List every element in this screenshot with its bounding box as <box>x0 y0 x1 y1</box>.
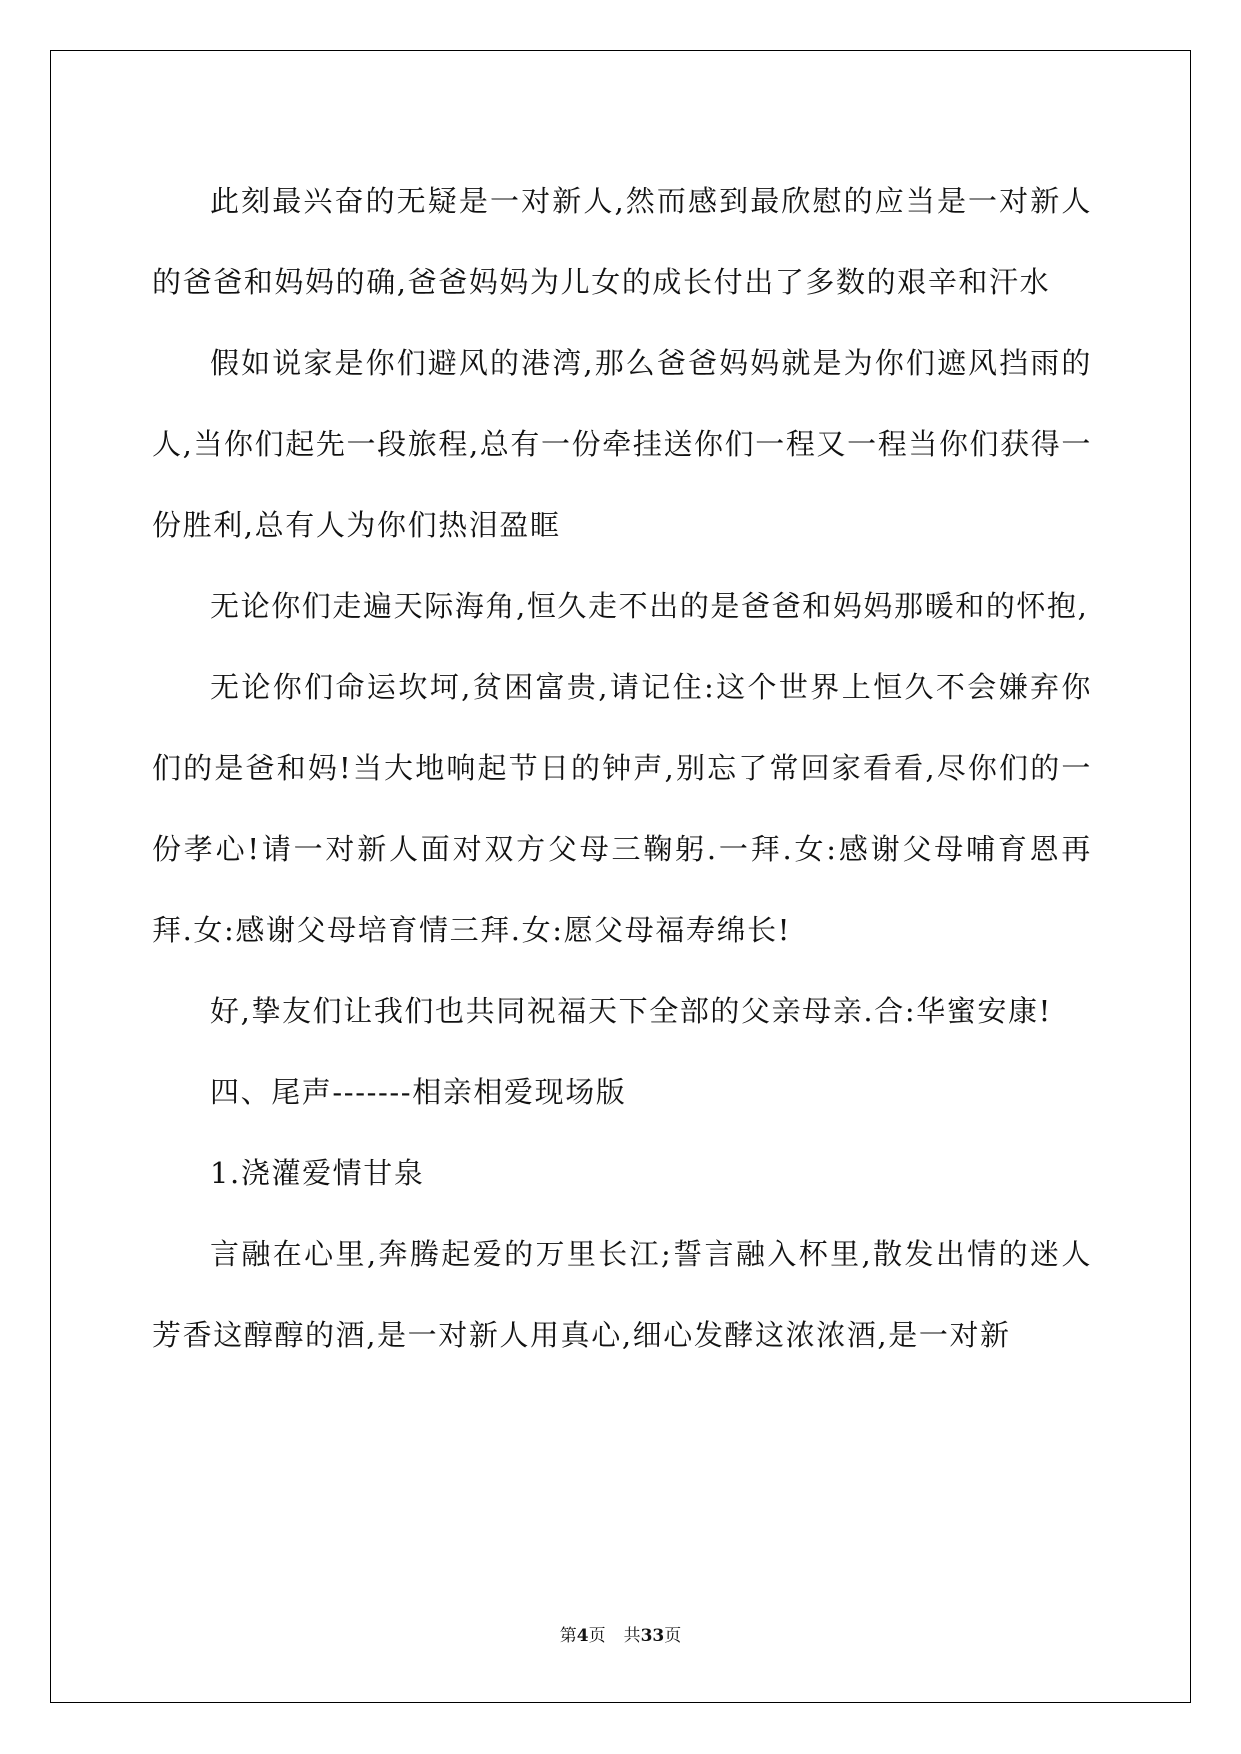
paragraph-6: 言融在心里,奔腾起爱的万里长江;誓言融入杯里,散发出情的迷人芳香这醇醇的酒,是一对新人用真心,细心发酵这浓浓酒,是一对新 <box>152 1237 1092 1352</box>
paragraph-1: 此刻最兴奋的无疑是一对新人,然而感到最欣慰的应当是一对新人的爸爸和妈妈的确,爸爸妈妈为儿女的成长付出了多数的艰辛和汗水 <box>152 184 1092 299</box>
page-unit: 页 <box>588 1626 606 1646</box>
page-prefix: 第 <box>559 1626 577 1646</box>
section-heading: 四、尾声-------相亲相爱现场版 <box>210 1075 627 1109</box>
total-prefix: 共 <box>623 1626 641 1646</box>
paragraph-2: 假如说家是你们避风的港湾,那么爸爸妈妈就是为你们遮风挡雨的人,当你们起先一段旅程,总有一份牵挂送你们一程又一程当你们获得一份胜利,总有人为你们热泪盈眶 <box>152 346 1092 542</box>
page-footer <box>0 1621 1241 1646</box>
page-total: 33 <box>640 1626 665 1646</box>
paragraph-3: 无论你们走遍天际海角,恒久走不出的是爸爸和妈妈那暖和的怀抱, <box>210 589 1089 623</box>
paragraph-4: 无论你们命运坎坷,贫困富贵,请记住:这个世界上恒久不会嫌弃你们的是爸和妈!当大地响起节日的钟声,别忘了常回家看看,尽你们的一份孝心!请一对新人面对双方父母三鞠躬.一拜.女:感谢父母哺育恩再拜.女:感谢父母培育情三拜.女:愿父母福寿绵长! <box>152 670 1092 947</box>
page-current: 4 <box>576 1626 589 1646</box>
total-unit: 页 <box>664 1626 682 1646</box>
paragraph-5: 好,挚友们让我们也共同祝福天下全部的父亲母亲.合:华蜜安康! <box>210 994 1052 1028</box>
subsection-heading: 1.浇灌爱情甘泉 <box>210 1156 425 1190</box>
document-body <box>152 161 1092 1376</box>
